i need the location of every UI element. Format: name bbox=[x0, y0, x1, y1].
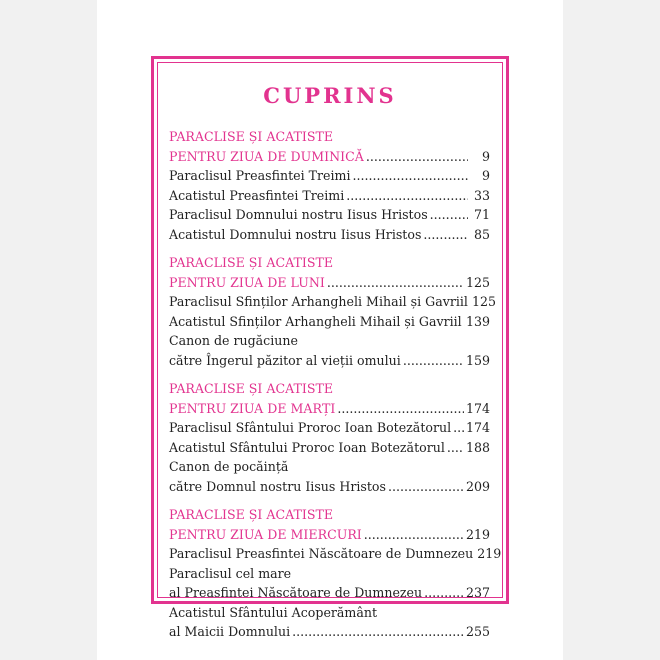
toc-entry-title: PENTRU ZIUA DE LUNI bbox=[169, 274, 325, 290]
toc-entry bbox=[169, 477, 490, 497]
toc-entry-page: 159 bbox=[465, 352, 490, 368]
toc-entry-page: 139 bbox=[465, 313, 490, 329]
toc-entry-title: al Preasfintei Născătoare de Dumnezeu bbox=[169, 585, 423, 600]
toc-entry bbox=[169, 544, 502, 564]
toc-entry-page: 188 bbox=[465, 439, 490, 455]
toc-entry-title: către Îngerul păzitor al vieții omului bbox=[169, 352, 401, 368]
toc-entry-page: 125 bbox=[465, 274, 490, 290]
toc-entry-title: Paraclisul cel mare bbox=[169, 565, 292, 581]
toc-entry bbox=[169, 225, 490, 245]
dot-leader bbox=[447, 438, 464, 458]
toc-entry bbox=[169, 603, 490, 623]
toc-entry bbox=[169, 622, 490, 642]
toc-entry bbox=[169, 273, 490, 293]
toc-entry-title: Acatistul Preasfintei Treimi bbox=[169, 187, 345, 203]
toc-entry-title: Acatistul Sfântului Proroc Ioan Botezătorul bbox=[169, 439, 445, 455]
toc-entry-page: 174 bbox=[465, 420, 490, 435]
toc-entry-title: Paraclisul Preasfintei Născătoare de Dumnezeu bbox=[169, 546, 474, 561]
toc-entry bbox=[169, 186, 490, 206]
section-heading bbox=[169, 253, 490, 273]
toc-entry-page: 9 bbox=[481, 168, 490, 183]
toc-entry bbox=[169, 564, 490, 584]
toc-entry-page: 237 bbox=[465, 585, 490, 600]
dot-leader bbox=[423, 225, 468, 245]
toc-entry-page: 209 bbox=[465, 478, 490, 494]
toc-entry-title: Paraclisul Preasfintei Treimi bbox=[169, 168, 351, 183]
section-heading-text: PARACLISE ȘI ACATISTE bbox=[169, 129, 334, 144]
section-heading bbox=[169, 127, 490, 147]
toc-entry-title: Acatistul Sfântului Acoperământ bbox=[169, 604, 378, 620]
toc-entry bbox=[169, 583, 490, 603]
toc-entry-page: 33 bbox=[473, 187, 490, 203]
dot-leader bbox=[292, 622, 464, 642]
dot-leader bbox=[327, 273, 464, 293]
toc-entry bbox=[169, 292, 496, 312]
section-heading-text: PARACLISE ȘI ACATISTE bbox=[169, 507, 334, 522]
toc-entry bbox=[169, 438, 490, 458]
toc-entry-page: 85 bbox=[473, 226, 490, 242]
page-title: CUPRINS bbox=[263, 83, 397, 108]
toc-entry-title: Acatistul Domnului nostru Iisus Hristos bbox=[169, 226, 422, 242]
toc-section-wednesday bbox=[169, 505, 502, 642]
dot-leader bbox=[388, 477, 464, 497]
dot-leader bbox=[364, 525, 464, 545]
toc-entry-page: 9 bbox=[481, 148, 490, 164]
toc-entry-title: Paraclisul Domnului nostru Iisus Hristos bbox=[169, 207, 428, 222]
toc-section-tuesday bbox=[169, 379, 490, 496]
toc-entry-page: 125 bbox=[471, 294, 496, 309]
toc-entry-title: PENTRU ZIUA DE DUMINICĂ bbox=[169, 148, 364, 164]
toc-entry bbox=[169, 351, 490, 371]
dot-leader bbox=[403, 351, 464, 371]
toc-entry-page: 255 bbox=[465, 624, 490, 639]
toc-entry-title: Paraclisul Sfântului Proroc Ioan Botezătorul bbox=[169, 420, 452, 435]
section-heading bbox=[169, 379, 490, 399]
dot-leader bbox=[337, 399, 464, 419]
dot-leader bbox=[430, 205, 468, 225]
toc-section-sunday bbox=[169, 127, 490, 244]
toc-entry bbox=[169, 312, 490, 332]
table-of-contents bbox=[169, 127, 502, 651]
section-heading-text: PARACLISE ȘI ACATISTE bbox=[169, 381, 334, 396]
toc-entry bbox=[169, 457, 490, 477]
toc-entry-page: 219 bbox=[465, 526, 490, 542]
toc-entry bbox=[169, 331, 490, 351]
toc-entry-page: 71 bbox=[473, 207, 490, 222]
toc-entry bbox=[169, 166, 490, 186]
toc-entry-title: Canon de pocăință bbox=[169, 459, 289, 474]
toc-section-monday bbox=[169, 253, 496, 370]
dot-leader bbox=[424, 583, 464, 603]
toc-entry bbox=[169, 399, 490, 419]
dot-leader bbox=[353, 166, 468, 186]
dot-leader bbox=[453, 418, 464, 438]
toc-entry-title: către Domnul nostru Iisus Hristos bbox=[169, 478, 386, 494]
toc-entry-page: 174 bbox=[465, 400, 490, 416]
toc-entry-title: PENTRU ZIUA DE MARȚI bbox=[169, 400, 336, 416]
toc-entry bbox=[169, 205, 490, 225]
toc-entry-title: Acatistul Sfinților Arhangheli Mihail și Gavriil bbox=[169, 313, 462, 329]
toc-entry bbox=[169, 525, 490, 545]
toc-entry bbox=[169, 418, 490, 438]
toc-entry bbox=[169, 147, 490, 167]
section-heading-text: PARACLISE ȘI ACATISTE bbox=[169, 255, 334, 270]
dot-leader bbox=[366, 147, 468, 167]
section-heading bbox=[169, 505, 490, 525]
toc-entry-title: Canon de rugăciune bbox=[169, 333, 298, 348]
toc-entry-title: al Maicii Domnului bbox=[169, 624, 291, 639]
toc-entry-page: 219 bbox=[477, 546, 502, 561]
dot-leader bbox=[346, 186, 468, 206]
toc-entry-title: PENTRU ZIUA DE MIERCURI bbox=[169, 526, 362, 542]
toc-entry-title: Paraclisul Sfinților Arhangheli Mihail și Gavriil bbox=[169, 294, 468, 309]
